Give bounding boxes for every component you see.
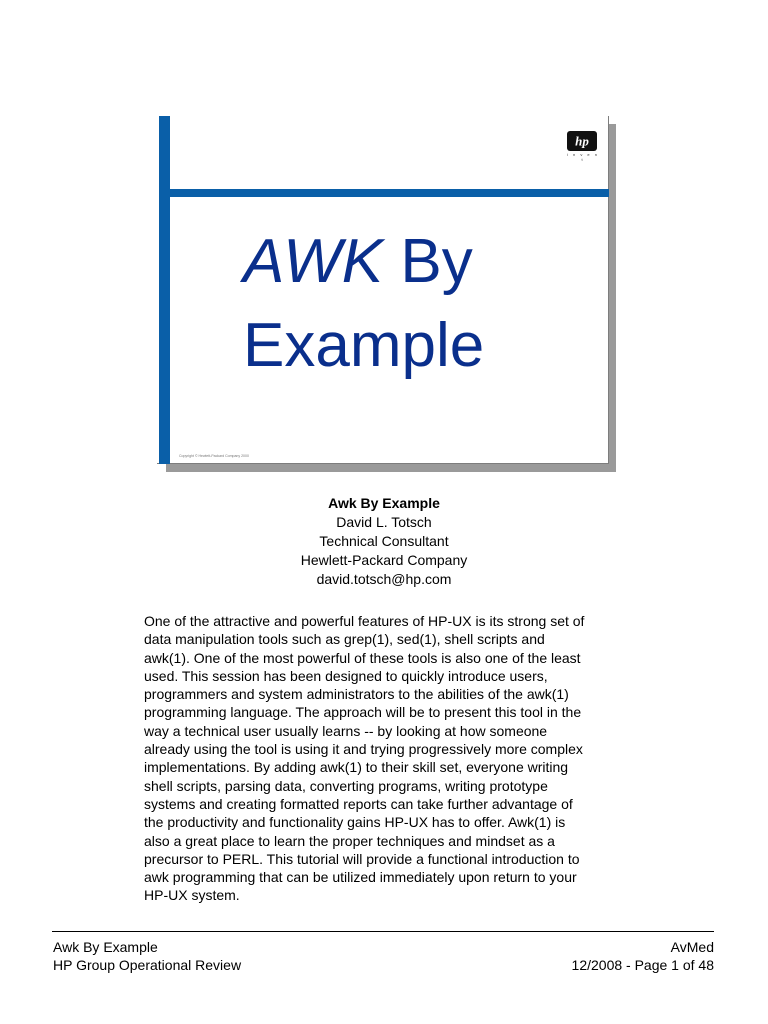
hp-logo-tagline: i n v e n t <box>566 152 599 162</box>
hp-logo-text: hp <box>575 133 589 149</box>
slide-copyright: Copyright © Hewlett-Packard Company 2000 <box>179 454 249 458</box>
slide-title-example: Example <box>243 311 485 380</box>
abstract-line: shell scripts, parsing data, converting programs, writing prototype <box>144 777 548 794</box>
abstract-line: programming language. The approach will be to present this tool in the <box>144 704 582 721</box>
title-slide <box>157 116 609 464</box>
slide-title-by: By <box>383 227 473 296</box>
slide-title-italic: AWK <box>243 227 384 296</box>
document-title: Awk By Example <box>328 495 440 511</box>
abstract-line: the productivity and functionality gains HP-UX has to offer. Awk(1) is <box>144 814 566 831</box>
abstract-line: One of the attractive and powerful features of HP-UX is its strong set of <box>144 613 585 629</box>
hp-logo-icon <box>567 131 597 151</box>
abstract-line: implementations. By adding awk(1) to their skill set, everyone writing <box>144 759 569 776</box>
abstract-line: used. This session has been designed to quickly introduce users, <box>144 667 548 684</box>
slide-title <box>243 220 583 388</box>
footer-page-info: 12/2008 - Page 1 of 48 <box>571 957 714 973</box>
footer-rule <box>52 931 714 932</box>
author-email: david.totsch@hp.com <box>316 571 452 587</box>
abstract-line: programmers and system administrators to the abilities of the awk(1) <box>144 686 569 703</box>
abstract-line: systems and creating formatted reports can take further advantage of <box>144 795 573 812</box>
abstract-line: data manipulation tools such as grep(1), sed(1), shell scripts and <box>144 631 545 648</box>
footer-org: AvMed <box>670 939 714 955</box>
abstract-line: awk(1). One of the most powerful of these tools is also one of the least <box>144 649 581 666</box>
author-name: David L. Totsch <box>336 514 432 530</box>
document-header <box>0 494 768 589</box>
author-role: Technical Consultant <box>319 533 449 549</box>
footer-doc-title: Awk By Example <box>53 939 158 955</box>
abstract-line: HP-UX system. <box>144 887 240 904</box>
abstract-line: already using the tool is using it and trying progressively more complex <box>144 741 583 758</box>
abstract-line: also a great place to learn the proper techniques and mindset as a <box>144 832 555 849</box>
footer-right <box>572 938 714 974</box>
abstract-line: way a technical user usually learns -- by looking at how someone <box>144 722 548 739</box>
slide-vertical-bar <box>159 116 170 464</box>
slide-horizontal-bar <box>170 189 609 197</box>
abstract-line: awk programming that can be utilized immediately upon return to your <box>144 869 577 886</box>
footer-left <box>53 938 241 974</box>
abstract-line: precursor to PERL. This tutorial will provide a functional introduction to <box>144 850 580 867</box>
footer-event: HP Group Operational Review <box>53 957 242 973</box>
author-company: Hewlett-Packard Company <box>300 552 468 568</box>
abstract-paragraph <box>144 612 634 905</box>
